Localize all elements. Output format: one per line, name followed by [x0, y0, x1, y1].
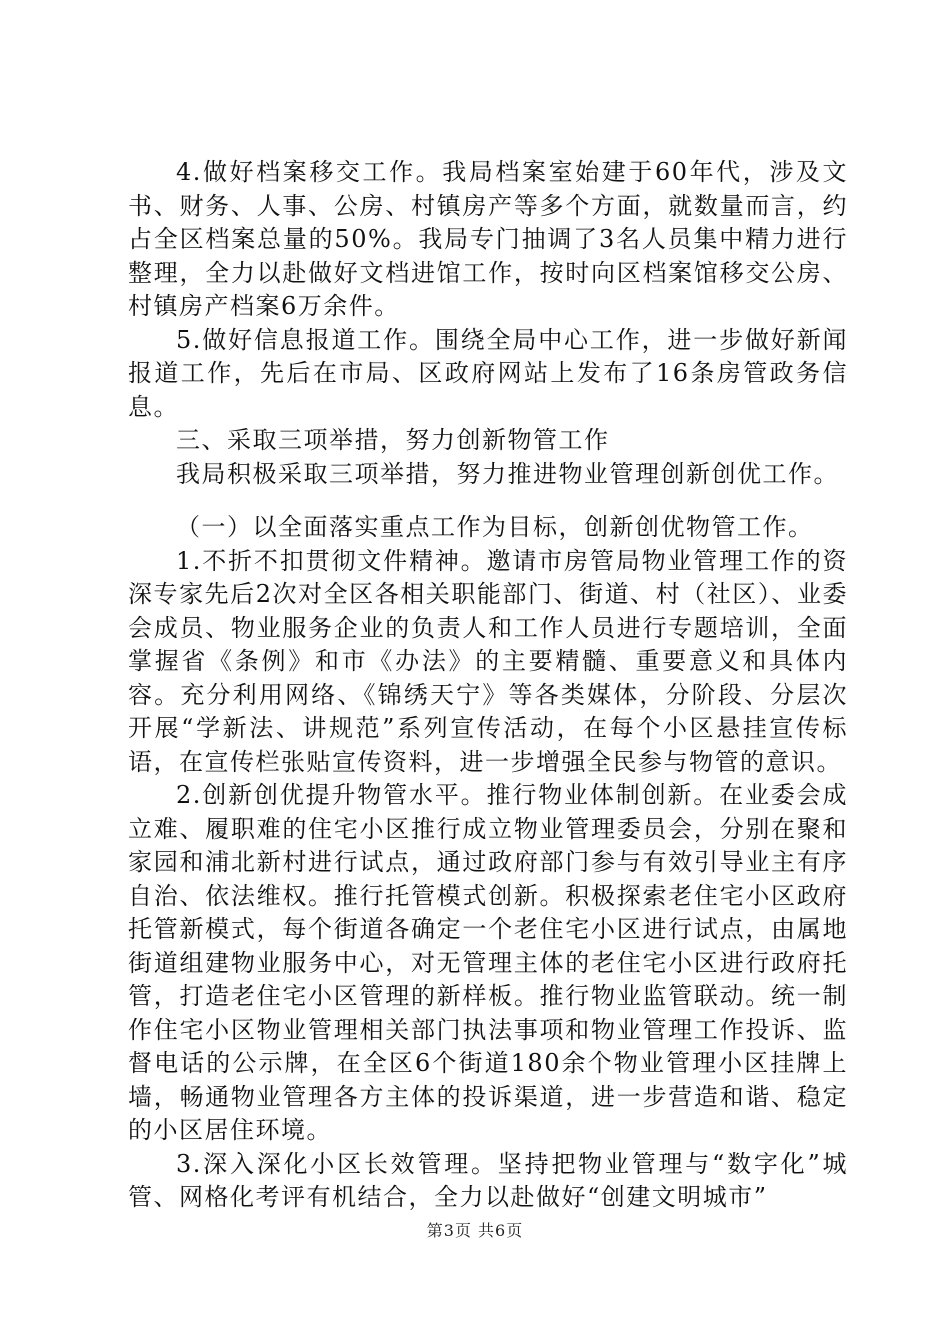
paragraph-archive-transfer: 4.做好档案移交工作。我局档案室始建于60年代，涉及文书、财务、人事、公房、村镇房产等多个方面，就数量而言，约占全区档案总量的50%。我局专门抽调了3名人员集中精力进行整理，全力以赴做好文档进馆工作，按时向区档案馆移交公房、村镇房产档案6万余件。: [128, 158, 848, 320]
section-heading-three: 三、采取三项举措，努力创新物管工作: [176, 426, 610, 454]
paragraph-long-term-management: 3.深入深化小区长效管理。坚持把物业管理与“数字化”城管、网格化考评有机结合，全力以赴做好“创建文明城市”: [128, 1149, 848, 1211]
subsection-heading-one: （一）以全面落实重点工作为目标，创新创优物管工作。: [176, 513, 814, 541]
document-body: [128, 156, 848, 1215]
paragraph-innovate-management: 2.创新创优提升物管水平。推行物业体制创新。在业委会成立难、履职难的住宅小区推行成立物业管理委员会，分别在聚和家园和浦北新村进行试点，通过政府部门参与有效引导业主有序自治、依法维权。推行托管模式创新。积极探索老住宅小区政府托管新模式，每个街道各确定一个老住宅小区进行试点，由属地街道组建物业服务中心，对无管理主体的老住宅小区进行政府托管，打造老住宅小区管理的新样板。推行物业监管联动。统一制作住宅小区物业管理相关部门执法事项和物业管理工作投诉、监督电话的公示牌，在全区6个街道180余个物业管理小区挂牌上墙，畅通物业管理各方主体的投诉渠道，进一步营造和谐、稳定的小区居住环境。: [128, 781, 848, 1144]
paragraph-news-reporting: 5.做好信息报道工作。围绕全局中心工作，进一步做好新闻报道工作，先后在市局、区政府网站上发布了16条房管政务信息。: [128, 325, 848, 421]
paragraph-section-intro: 我局积极采取三项举措，努力推进物业管理创新创优工作。: [176, 459, 839, 488]
paragraph-implement-documents: 1.不折不扣贯彻文件精神。邀请市房管局物业管理工作的资深专家先后2次对全区各相关职能部门、街道、村（社区）、业委会成员、物业服务企业的负责人和工作人员进行专题培训，全面掌握省《条例》和市《办法》的主要精髓、重要意义和具体内容。充分利用网络、《锦绣天宁》等各类媒体，分阶段、分层次开展“学新法、讲规范”系列宣传活动，在每个小区悬挂宣传标语，在宣传栏张贴宣传资料，进一步增强全民参与物管的意识。: [128, 546, 848, 776]
page-number-footer: 第3页 共6页: [426, 1221, 524, 1240]
